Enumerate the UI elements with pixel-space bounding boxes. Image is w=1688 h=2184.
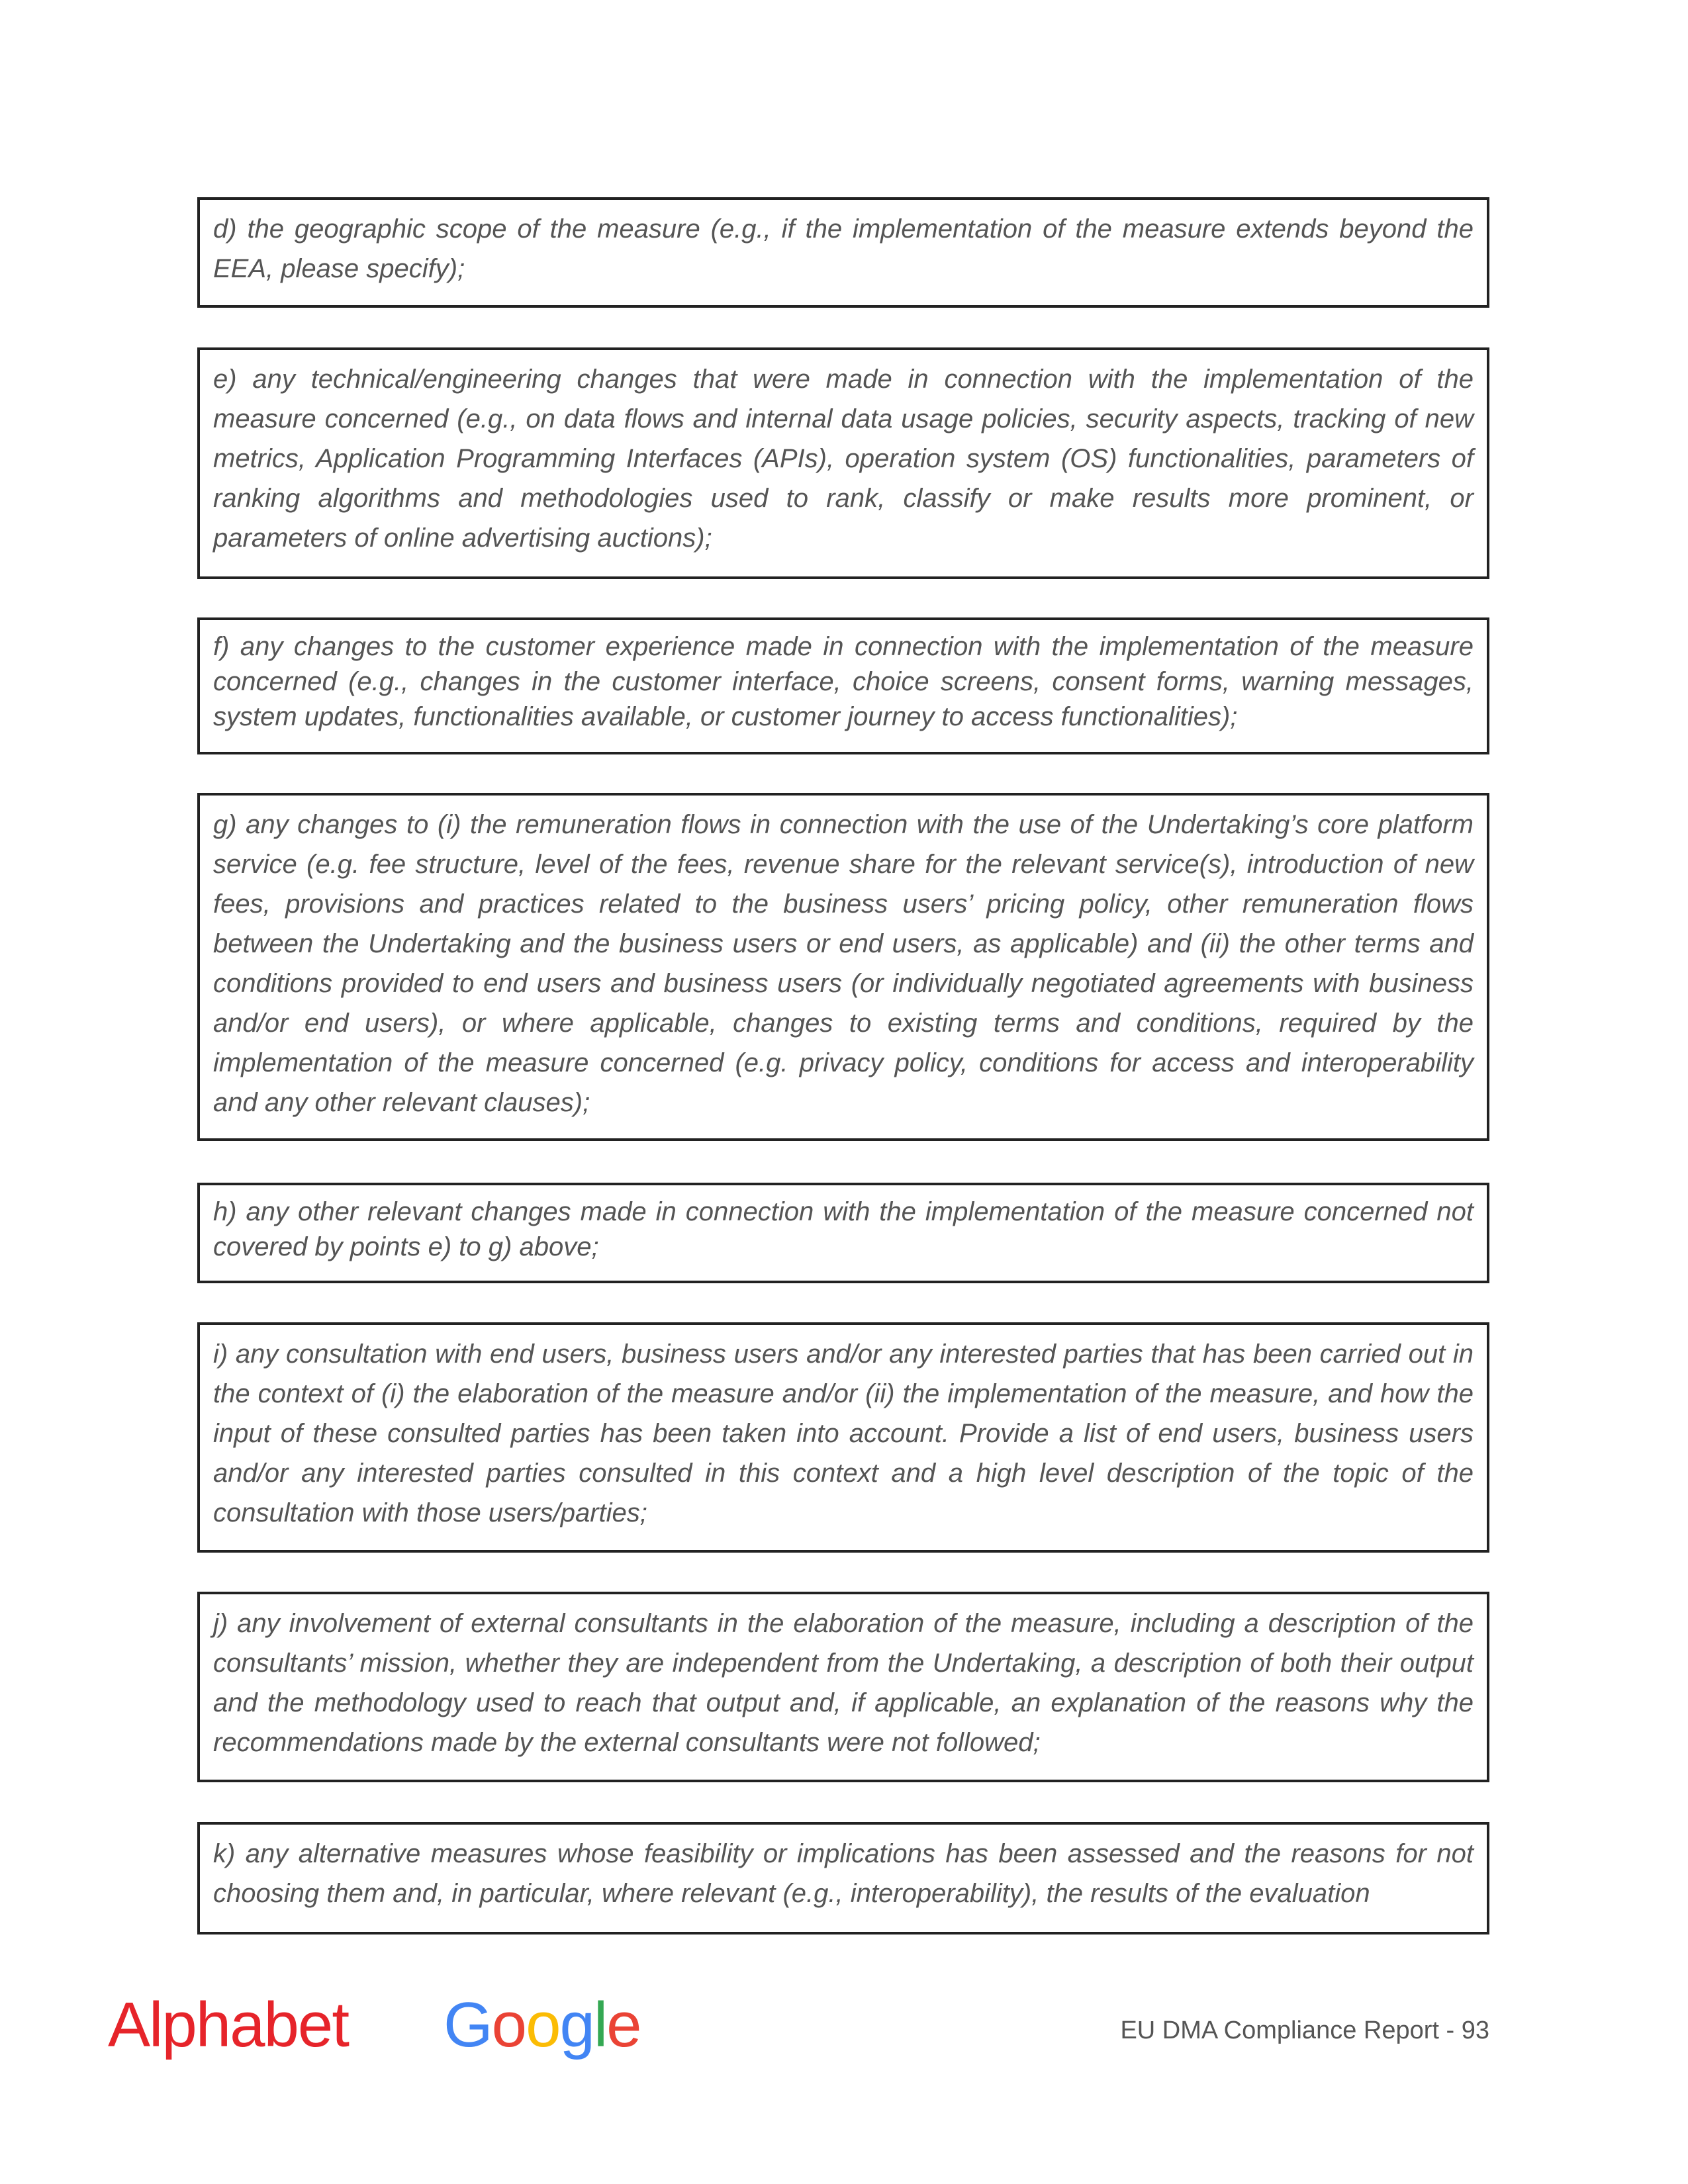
item-text-e: e) any technical/engineering changes that were made in connection with the implementation of the measure concerned (e.g., on data flows and internal data usage policies, security aspects, tracking of new metrics, Application Programming Interfaces (APIs), operation system (OS) functionalities, parameters of ranking algorithms and methodologies used to rank, classify or make results more prominent, or parameters of online advertising auctions); — [213, 365, 1474, 553]
item-text-g: g) any changes to (i) the remuneration flows in connection with the use of the Undertaking’s core platform service (e.g. fee structure, level of the fees, revenue share for the relevant service(s), introduction of new fees, provisions and practices related to the business users’ pricing policy, other remuneration flows between the Undertaking and the business users or end users, as applicable) and (ii) the other terms and conditions provided to end users and business users (or individually negotiated agreements with business and/or end users), or where applicable, changes to existing terms and conditions, required by the implementation of the measure concerned (e.g. privacy policy, conditions for access and interoperability and any other relevant clauses); — [213, 810, 1474, 1117]
item-text-j: j) any involvement of external consultants in the elaboration of the measure, including a description of the consultants’ mission, whether they are independent from the Undertaking, a description of both their output and the methodology used to reach that output and, if applicable, an explanation of the reasons why the recommendations made by the external consultants were not followed; — [213, 1609, 1474, 1757]
alphabet-logo: Alphabet — [108, 1989, 348, 2060]
google-logo-letter: o — [526, 1989, 560, 2060]
item-text-h: h) any other relevant changes made in connection with the implementation of the measure concerned not covered by points e) to g) above; — [213, 1197, 1474, 1261]
item-box-i — [197, 1322, 1489, 1553]
item-box-k — [197, 1822, 1489, 1934]
item-box-g — [197, 793, 1489, 1141]
item-text-k: k) any alternative measures whose feasibility or implications has been assessed and the reasons for not choosing them and, in particular, where relevant (e.g., interoperability), the results of the evaluation — [213, 1839, 1474, 1908]
google-logo — [444, 1985, 641, 2065]
item-text-d: d) the geographic scope of the measure (e.g., if the implementation of the measure extends beyond the EEA, please specify); — [213, 214, 1474, 283]
report-page-label: EU DMA Compliance Report - 93 — [1120, 2017, 1489, 2044]
google-logo-letter: o — [491, 1989, 526, 2060]
item-box-j — [197, 1592, 1489, 1782]
item-box-h — [197, 1183, 1489, 1283]
item-box-f — [197, 617, 1489, 754]
item-text-i: i) any consultation with end users, business users and/or any interested parties that has been carried out in the context of (i) the elaboration of the measure and/or (ii) the implementation of the measure, and how the input of these consulted parties has been taken into account. Provide a list of end users, business users and/or any interested parties consulted in this context and a high level description of the topic of the consultation with those users/parties; — [213, 1340, 1474, 1527]
google-logo-letter: l — [593, 1989, 607, 2060]
item-box-e — [197, 347, 1489, 579]
google-logo-letter: G — [444, 1989, 492, 2060]
item-text-f: f) any changes to the customer experience made in connection with the implementation of the measure concerned (e.g., changes in the customer interface, choice screens, consent forms, warning messages, system updates, functionalities available, or customer journey to access functionalities); — [213, 632, 1474, 731]
item-box-d — [197, 197, 1489, 308]
google-logo-letter: e — [606, 1989, 641, 2060]
google-logo-letter: g — [559, 1989, 594, 2060]
